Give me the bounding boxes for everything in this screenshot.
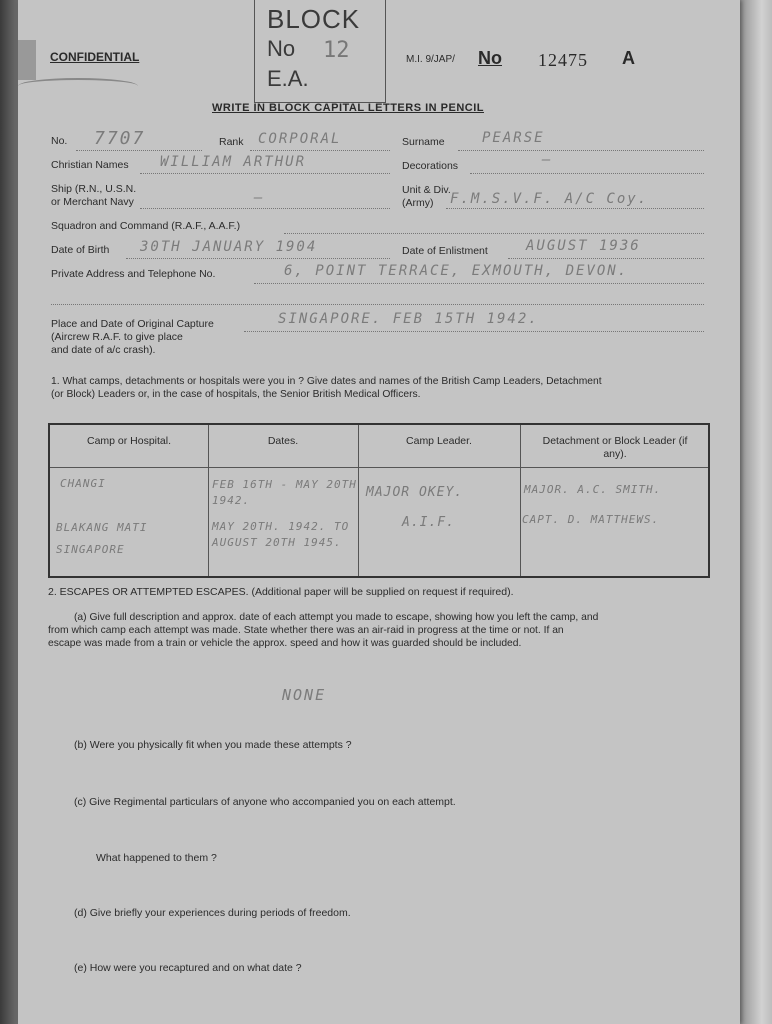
capture-label-line1: Place and Date of Original Capture (51, 318, 214, 330)
folder-edge-right (738, 0, 772, 1024)
table-row-1-detachment-leader: MAJOR. A.C. SMITH. (524, 483, 662, 496)
rank-value: CORPORAL (258, 131, 342, 147)
capture-label-line2: (Aircrew R.A.F. to give place (51, 331, 183, 343)
question-2-title: 2. ESCAPES OR ATTEMPTED ESCAPES. (Additional paper will be supplied on request if required). (48, 586, 514, 598)
decorations-value: — (542, 152, 553, 168)
question-2c: (c) Give Regimental particulars of anyone who accompanied you on each attempt. (74, 796, 456, 808)
question-2b: (b) Were you physically fit when you made these attempts ? (74, 739, 352, 751)
question-2d: (d) Give briefly your experiences during periods of freedom. (74, 907, 351, 919)
table-header-camp: Camp or Hospital. (86, 435, 172, 447)
question-2a-line2: from which camp each attempt was made. State whether there was an air-raid in progress at the time or not. If an (48, 625, 564, 636)
surname-label: Surname (402, 136, 445, 148)
service-number-value: 7707 (94, 128, 146, 149)
block-label: BLOCK (267, 4, 361, 34)
ship-label-line1: Ship (R.N., U.S.N. (51, 183, 137, 195)
ship-label-line2: or Merchant Navy (51, 196, 134, 208)
question-2e: (e) How were you recaptured and on what date ? (74, 962, 302, 974)
block-no-label: No (267, 36, 296, 61)
table-row-2-camp-leader: A.I.F. (402, 515, 455, 530)
decorations-label: Decorations (402, 160, 459, 172)
table-row-2-camp: BLAKANG MATI SINGAPORE (56, 521, 148, 556)
ship-value: — (254, 190, 265, 206)
unit-label-line2: (Army) (402, 197, 434, 209)
instruction-heading: WRITE IN BLOCK CAPITAL LETTERS IN PENCIL (212, 102, 484, 114)
tag-string (18, 78, 138, 94)
address-label: Private Address and Telephone No. (51, 268, 216, 280)
enlistment-label: Date of Enlistment (402, 245, 488, 257)
serial-suffix: A (622, 48, 635, 68)
treasury-tag (18, 40, 36, 80)
serial-no-label: No (478, 48, 502, 68)
enlistment-value: AUGUST 1936 (526, 238, 641, 254)
unit-label-line1: Unit & Div. (402, 184, 451, 196)
dob-label: Date of Birth (51, 244, 110, 256)
christian-names-value: WILLIAM ARTHUR (160, 154, 307, 170)
question-1-line1: 1. What camps, detachments or hospitals were you in ? Give dates and names of the British Camp Leaders, Detachment (51, 376, 602, 387)
unit-value: F.M.S.V.F. A/C Coy. (450, 191, 649, 207)
confidential-label: CONFIDENTIAL (50, 50, 140, 64)
squadron-label: Squadron and Command (R.A.F., A.A.F.) (51, 220, 241, 232)
form-page (18, 0, 740, 1024)
christian-names-label: Christian Names (51, 159, 129, 171)
dob-value: 30TH JANUARY 1904 (140, 239, 318, 255)
rank-label: Rank (219, 136, 244, 148)
question-1-line2: (or Block) Leaders or, in the case of hospitals, the Senior British Medical Officers. (51, 389, 421, 400)
block-no-value: 12 (323, 38, 350, 63)
table-row-2-dates: MAY 20TH. 1942. TO AUGUST 20TH 1945. (212, 520, 350, 549)
escape-answer: NONE (282, 686, 327, 704)
table-row-2-detachment-leader: CAPT. D. MATTHEWS. (522, 513, 660, 526)
address-value: 6, POINT TERRACE, EXMOUTH, DEVON. (284, 263, 629, 279)
block-stamp (254, 0, 386, 103)
table-row-1-dates: FEB 16TH - MAY 20TH 1942. (212, 478, 357, 507)
table-header-dates: Dates. (267, 435, 299, 447)
block-ea: E.A. (267, 66, 309, 91)
no-label: No. (51, 135, 68, 147)
table-header-detachment-leader: Detachment or Block Leader (if any). (542, 435, 688, 460)
table-row-1-camp: CHANGI (60, 477, 106, 490)
question-2a-line3: escape was made from a train or vehicle the approx. speed and how it was guarded should be included. (48, 638, 522, 649)
form-reference: M.I. 9/JAP/ (406, 54, 455, 65)
question-2a-line1: (a) Give full description and approx. date of each attempt you made to escape, showing how you left the camp, and (74, 612, 599, 623)
table-header-camp-leader: Camp Leader. (406, 435, 472, 447)
question-2c-followup: What happened to them ? (96, 852, 217, 864)
camps-table (48, 423, 710, 578)
capture-value: SINGAPORE. FEB 15TH 1942. (278, 311, 539, 327)
serial-number: 12475 (538, 50, 588, 70)
capture-label-line3: and date of a/c crash). (51, 344, 156, 356)
table-row-1-camp-leader: MAJOR OKEY. (366, 485, 464, 500)
surname-value: PEARSE (482, 130, 545, 146)
